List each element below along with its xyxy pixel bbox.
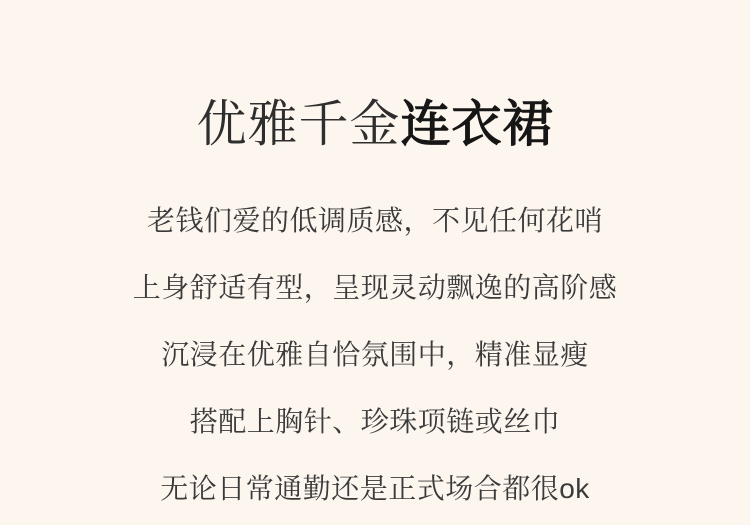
product-title-regular-text: 优雅千金 [196, 96, 401, 152]
description-line: 沉浸在优雅自恰氛围中，精准显瘦 [161, 339, 589, 370]
description-line: 搭配上胸针、珍珠项链或丝巾 [189, 406, 561, 437]
product-title [0, 95, 750, 153]
description-line: 上身舒适有型，呈现灵动飘逸的高阶感 [132, 272, 618, 303]
description-line: 无论日常通勤还是正式场合都很ok [160, 473, 590, 504]
product-title-bold-text: 连衣裙 [400, 96, 554, 152]
description-line: 老钱们爱的低调质感，不见任何花哨 [146, 205, 603, 236]
product-description-text [0, 187, 750, 522]
